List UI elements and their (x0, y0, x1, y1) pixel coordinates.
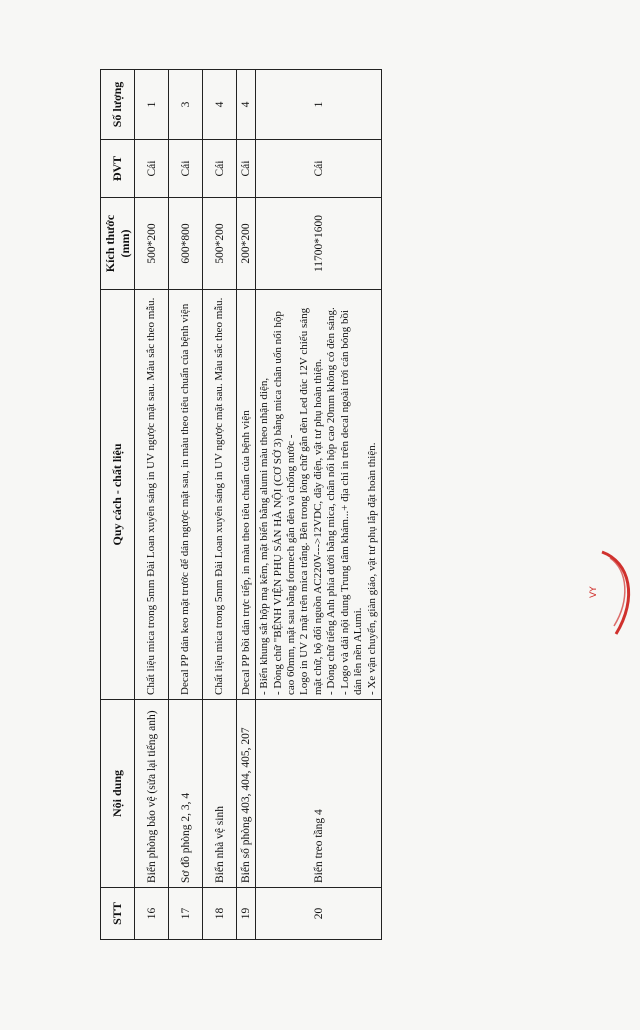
table-row (203, 70, 237, 940)
spec-line: - Logo và dải nội dung Trung tâm khám...+ địa chỉ in trên decal ngoài trời cán bóng bồi dán lên nền ALumi. (338, 309, 365, 695)
cell-quy-cach (203, 290, 237, 700)
table-header-row (101, 70, 135, 940)
cell-stt: 20 (256, 888, 382, 940)
red-seal-stamp (580, 548, 640, 638)
spec-line: - Biển khung sắt hộp mạ kẽm, mặt biển bằng alumi màu theo nhận diện, (258, 377, 271, 695)
cell-dvt: Cái (169, 140, 203, 198)
cell-noi-dung: Sơ đồ phòng 2, 3, 4 (169, 700, 203, 888)
cell-quy-cach (169, 290, 203, 700)
spec-line: Decal PP dán keo mặt trước để dán ngược mặt sau, in màu theo tiêu chuẩn của bệnh viện (179, 303, 192, 695)
svg-text:VY: VY (589, 586, 599, 598)
spec-line: - Dòng chữ "BỆNH VIỆN PHỤ SẢN HÀ NỘI (CƠ SỞ 3) bằng mica chân uốn nổi hộp cao 60mm, mặt sau bằng formech gắn đèn và chống nước - (271, 311, 298, 695)
cell-kich-thuoc: 600*800 (169, 198, 203, 290)
rotated-table-wrapper (100, 70, 378, 940)
cell-dvt: Cái (135, 140, 169, 198)
cell-noi-dung: Biển nhà vệ sinh (203, 700, 237, 888)
table-body (135, 70, 382, 940)
cell-so-luong: 1 (256, 70, 382, 140)
header-stt: STT (101, 888, 135, 940)
header-so-luong: Số lượng (101, 70, 135, 140)
spec-line: Decal PP bồi dán trực tiếp, in màu theo tiêu chuẩn của bệnh viện (239, 410, 252, 695)
spec-line: Chất liệu mica trong 5mm Đài Loan xuyên sáng in UV ngược mặt sau. Màu sắc theo mẫu. (145, 297, 158, 695)
spec-line: - Xe vận chuyển, giàn giáo, vật tư phụ lắp đặt hoàn thiện. (365, 442, 378, 695)
cell-dvt: Cái (237, 140, 256, 198)
cell-stt: 19 (237, 888, 256, 940)
cell-stt: 17 (169, 888, 203, 940)
spec-line: Chất liệu mica trong 5mm Đài Loan xuyên sáng in UV ngược mặt sau. Màu sắc theo mẫu. (213, 297, 226, 695)
cell-kich-thuoc: 11700*1600 (256, 198, 382, 290)
table-row (135, 70, 169, 940)
cell-dvt: Cái (203, 140, 237, 198)
cell-so-luong: 4 (203, 70, 237, 140)
cell-so-luong: 3 (169, 70, 203, 140)
cell-quy-cach (256, 290, 382, 700)
header-noi-dung: Nội dung (101, 700, 135, 888)
table-row (169, 70, 203, 940)
cell-noi-dung: Biển phòng bảo vệ (sửa lại tiếng anh) (135, 700, 169, 888)
table-row (256, 70, 382, 940)
cell-kich-thuoc: 500*200 (135, 198, 169, 290)
cell-kich-thuoc: 500*200 (203, 198, 237, 290)
cell-kich-thuoc: 200*200 (237, 198, 256, 290)
header-dvt: ĐVT (101, 140, 135, 198)
cell-stt: 16 (135, 888, 169, 940)
header-quy-cach: Quy cách - chất liệu (101, 290, 135, 700)
cell-stt: 18 (203, 888, 237, 940)
cell-so-luong: 1 (135, 70, 169, 140)
table-row (237, 70, 256, 940)
cell-quy-cach (237, 290, 256, 700)
cell-noi-dung: Biển số phòng 403, 404, 405, 207 (237, 700, 256, 888)
cell-noi-dung: Biển treo tầng 4 (256, 700, 382, 888)
header-kich-thuoc: Kích thước (mm) (101, 198, 135, 290)
cell-so-luong: 4 (237, 70, 256, 140)
specification-table (100, 69, 382, 940)
cell-quy-cach (135, 290, 169, 700)
spec-line: Logo in UV 2 mặt trên mica trắng. Bên trong lòng chữ gắn đèn Led đúc 12V chiếu sáng mặt chữ, bộ đổi nguồn AC220V--->12VDC, dây điện, vật tư phụ hoàn thiện. (298, 307, 324, 695)
cell-dvt: Cái (256, 140, 382, 198)
spec-line: - Dòng chữ tiếng Anh phía dưới bằng mica, chân nổi hộp cao 20mm không có đèn sáng. (325, 307, 338, 695)
